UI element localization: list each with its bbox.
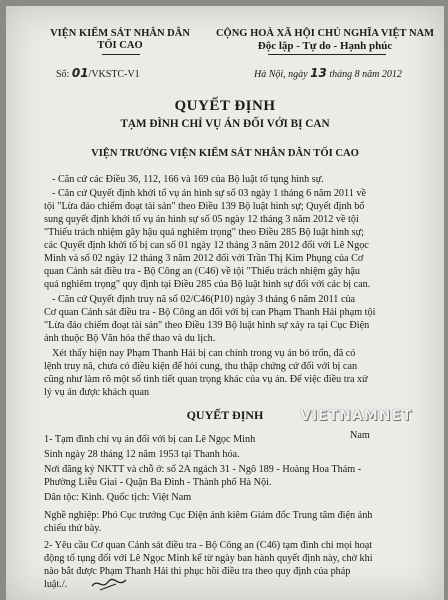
preamble-line: - Căn cứ các Điều 36, 112, 166 và 169 của Bộ luật tố tụng hình sự. xyxy=(52,174,324,185)
preamble-line: quan Cảnh sát điều tra - Bộ Công an (C46) về tội "Thiếu trách nhiệm gây hậu xyxy=(44,266,360,277)
document-page xyxy=(6,6,444,600)
national-motto: Độc lập - Tự do - Hạnh phúc xyxy=(257,40,393,52)
document-subtitle: TẠM ĐÌNH CHỈ VỤ ÁN ĐỐI VỚI BỊ CAN xyxy=(120,118,330,130)
decision-line: 2- Yêu cầu Cơ quan Cảnh sát điều tra - Bộ Công an (C46) tạm đình chỉ mọi hoạt xyxy=(44,540,373,551)
decision-line: chiếu thử bày. xyxy=(44,523,102,534)
decision-heading: QUYẾT ĐỊNH xyxy=(186,408,264,422)
decision-line: Phường Liễu Giai - Quận Ba Đình - Thành phố Hà Nội. xyxy=(44,477,272,488)
decision-line: 1- Tạm đình chỉ vụ án đối với bị can Lê Ngọc Minh xyxy=(44,434,256,445)
country-name: CỘNG HOÀ XÃ HỘI CHỦ NGHĨA VIỆT NAM xyxy=(215,28,435,39)
handwritten-initials-icon xyxy=(90,574,130,594)
document-number xyxy=(56,66,140,80)
date-day: 13 xyxy=(310,66,327,80)
issue-date xyxy=(254,66,402,80)
preamble-line: ảnh thuộc Bộ Văn hóa thể thao và du lịch. xyxy=(44,333,216,344)
preamble-line: lý vụ án được khách quan xyxy=(44,387,150,398)
preamble-line: cũng như làm rõ một số tình tiết quan trọng khác của vụ án. Để việc điều tra xử xyxy=(44,374,368,385)
decision-line: Dân tộc: Kinh. Quốc tịch: Việt Nam xyxy=(44,492,192,503)
date-year: năm 2012 xyxy=(362,69,402,80)
agency-underline xyxy=(102,54,140,55)
doc-number-value: 01 xyxy=(71,66,89,80)
doc-number-prefix: Số: xyxy=(56,69,70,80)
preamble-line: các Quyết định khởi tố bị can số 01 ngày 12 tháng 3 năm 2012 đối với Lê Ngọc xyxy=(44,240,369,251)
preamble-line: Xét thấy hiện nay Phạm Thanh Hải bị can chính trong vụ án bỏ trốn, đã có xyxy=(52,348,356,359)
preamble-line: - Căn cứ Quyết định khởi tố vụ án hình sự số 03 ngày 1 tháng 6 năm 2011 về xyxy=(52,188,366,199)
decision-line: luật./. xyxy=(44,579,68,590)
decision-line: Nghề nghiệp: Phó Cục trưởng Cục Điện ảnh kiêm Giám đốc Trung tâm điện ảnh xyxy=(44,510,373,521)
date-prefix: Hà Nội, ngày xyxy=(254,69,308,80)
document-title: QUYẾT ĐỊNH xyxy=(174,98,276,114)
preamble-line: lệnh truy nã, chưa có điều kiện để hỏi cung, thu thập chứng cứ đối với bị can xyxy=(44,361,358,372)
watermark: VIETNAMNET xyxy=(300,408,413,424)
preamble-line: Minh và số 02 ngày 12 tháng 3 năm 2012 đối với Trần Thị Kim Phụng của Cơ xyxy=(44,253,364,264)
preamble-line: - Căn cứ Quyết định truy nã số 02/C46(P10) ngày 3 tháng 6 năm 2011 của xyxy=(52,294,356,305)
preamble-line: Cơ quan Cảnh sát điều tra - Bộ Công an đối với bị can Phạm Thanh Hải phạm tội xyxy=(44,307,376,318)
preamble-line: "Thiếu trách nhiệm gây hậu quả nghiêm trọng" theo Điều 285 Bộ luật hình sự; xyxy=(44,227,364,238)
preamble-line: quả nghiêm trọng" quy định tại Điều 285 của Bộ luật hình sự đối với các bị can. xyxy=(44,279,371,290)
decision-line: Nơi đăng ký NKTT và chỗ ở: số 2A ngách 31 - Ngõ 189 - Hoàng Hoa Thám - xyxy=(44,464,362,475)
agency-name-line2: TỐI CAO xyxy=(97,40,143,51)
preamble-line: tội "Lừa đảo chiếm đoạt tài sản" theo Điều 139 Bộ luật hình sự; Quyết định bổ xyxy=(44,201,365,212)
motto-underline xyxy=(268,54,386,55)
preamble-line: sung quyết định khởi tố vụ án hình sự số 05 ngày 12 tháng 3 năm 2012 về tội xyxy=(44,214,359,225)
sex-label: Nam xyxy=(350,430,370,441)
doc-number-suffix: /VKSTC-V1 xyxy=(88,69,140,80)
preamble-line: "Lừa đảo chiếm đoạt tài sản" theo Điều 139 Bộ luật hình sự xảy ra tại Cục Điện xyxy=(44,320,370,331)
issuing-authority: VIỆN TRƯỞNG VIỆN KIỂM SÁT NHÂN DÂN TỐI CAO xyxy=(91,148,359,159)
agency-name-line1: VIỆN KIỂM SÁT NHÂN DÂN xyxy=(50,28,190,39)
decision-line: Sinh ngày 28 tháng 12 năm 1953 tại Thanh hóa. xyxy=(44,449,240,460)
decision-line: nào bắt được Phạm Thanh Hải thì phục hồi điều tra theo quy định của pháp xyxy=(44,566,351,577)
date-month: tháng 8 xyxy=(329,69,360,80)
decision-line: động tố tụng đối với Lê Ngọc Minh kể từ ngày ban hành quyết định này, chờ khi xyxy=(44,553,373,564)
